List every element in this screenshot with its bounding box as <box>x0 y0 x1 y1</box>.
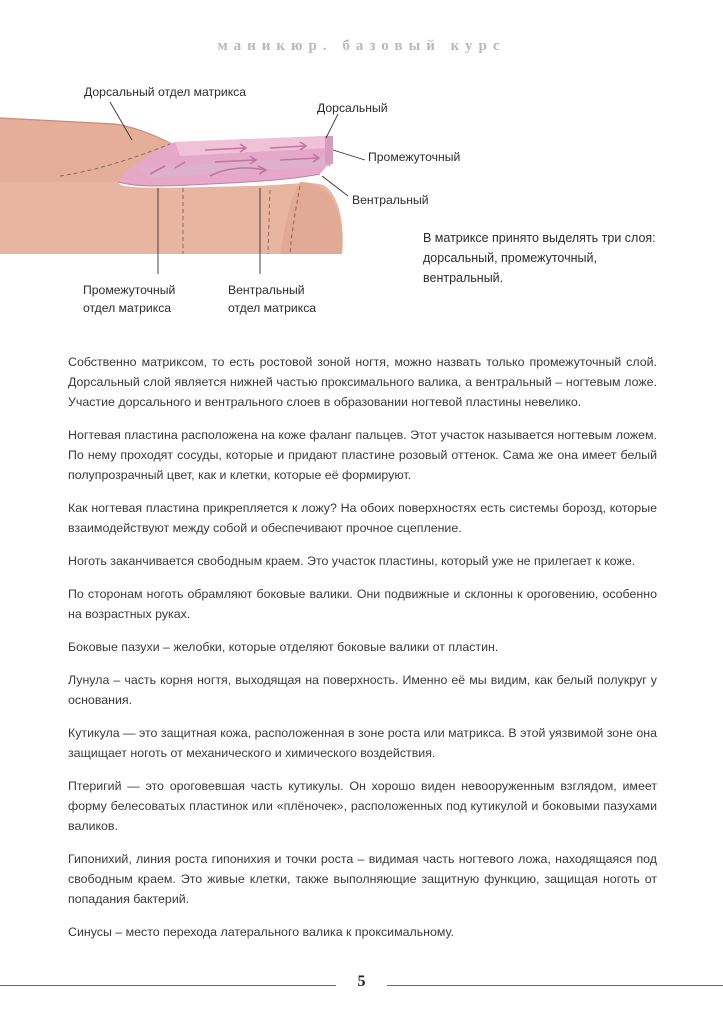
diagram-caption: В матриксе принято выделять три слоя: дорсальный, промежуточный, вентральный. <box>423 231 656 285</box>
nail-matrix-diagram <box>0 78 723 328</box>
footer-divider-left <box>0 985 336 986</box>
label-ventral-matrix <box>228 281 316 317</box>
paragraph: Лунула – часть корня ногтя, выходящая на поверхность. Именно её мы видим, как белый полукруг у основания. <box>68 673 657 707</box>
paragraph: Как ногтевая пластина прикрепляется к ложу? На обоих поверхностях есть системы борозд, которые взаимодействуют между собой и обеспечивают прочное сцепление. <box>68 501 657 535</box>
footer-divider-right <box>387 985 723 986</box>
paragraph: Гипонихий, линия роста гипонихия и точки роста – видимая часть ногтевого ложа, находящаяся под свободным краем. Это живые клетки, также выполняющие защитную функцию, защищая ноготь от попадания бактерий. <box>68 852 657 906</box>
paragraph: Синусы – место перехода латерального валика к проксимальному. <box>68 925 454 939</box>
label-ventral: Вентральный <box>352 193 429 207</box>
running-header: маникюр. базовый курс <box>217 38 506 54</box>
page-number: 5 <box>357 973 366 990</box>
paragraph: Птеригий — это ороговевшая часть кутикулы. Он хорошо виден невооруженным взглядом, имеет форму белесоватых пластинок или «плёночек», расположенных под кутикулой и боковыми пазухами валиков. <box>68 779 657 833</box>
paragraph: Ногтевая пластина расположена на коже фаланг пальцев. Этот участок называется ногтевым ложем. По нему проходят сосуды, которые и придают пластине розовый оттенок. Сама же она имеет белый полупрозрачный цвет, как и клетки, которые её формируют. <box>68 428 657 482</box>
paragraph: Боковые пазухи – желобки, которые отделяют боковые валики от пластин. <box>68 640 499 654</box>
paragraph: Ноготь заканчивается свободным краем. Это участок пластины, который уже не прилегает к коже. <box>68 554 636 568</box>
label-dorsal-matrix: Дорсальный отдел матрикса <box>84 85 247 99</box>
paragraph: Кутикула — это защитная кожа, расположенная в зоне роста или матрикса. В этой уязвимой зоне она защищает ноготь от механического и химического воздействия. <box>68 726 657 760</box>
label-dorsal: Дорсальный <box>317 101 388 115</box>
label-intermediate: Промежуточный <box>368 150 461 164</box>
label-intermediate-matrix-line1: Промежуточный <box>83 283 176 297</box>
label-ventral-matrix-line1: Вентральный <box>228 283 305 297</box>
body-text <box>68 352 657 955</box>
label-ventral-matrix-line2: отдел матрикса <box>228 301 317 315</box>
label-intermediate-matrix <box>83 281 175 317</box>
paragraph: По сторонам ноготь обрамляют боковые валики. Они подвижные и склонны к ороговению, особенно на возрастных руках. <box>68 587 657 621</box>
label-intermediate-matrix-line2: отдел матрикса <box>83 301 172 315</box>
paragraph: Собственно матриксом, то есть ростовой зоной ногтя, можно назвать только промежуточный слой. Дорсальный слой является нижней частью проксимального валика, а вентральный – ногтевым ложе. Участие дорсального и вентрального слоев в образовании ногтевой пластины невелико. <box>68 355 657 409</box>
